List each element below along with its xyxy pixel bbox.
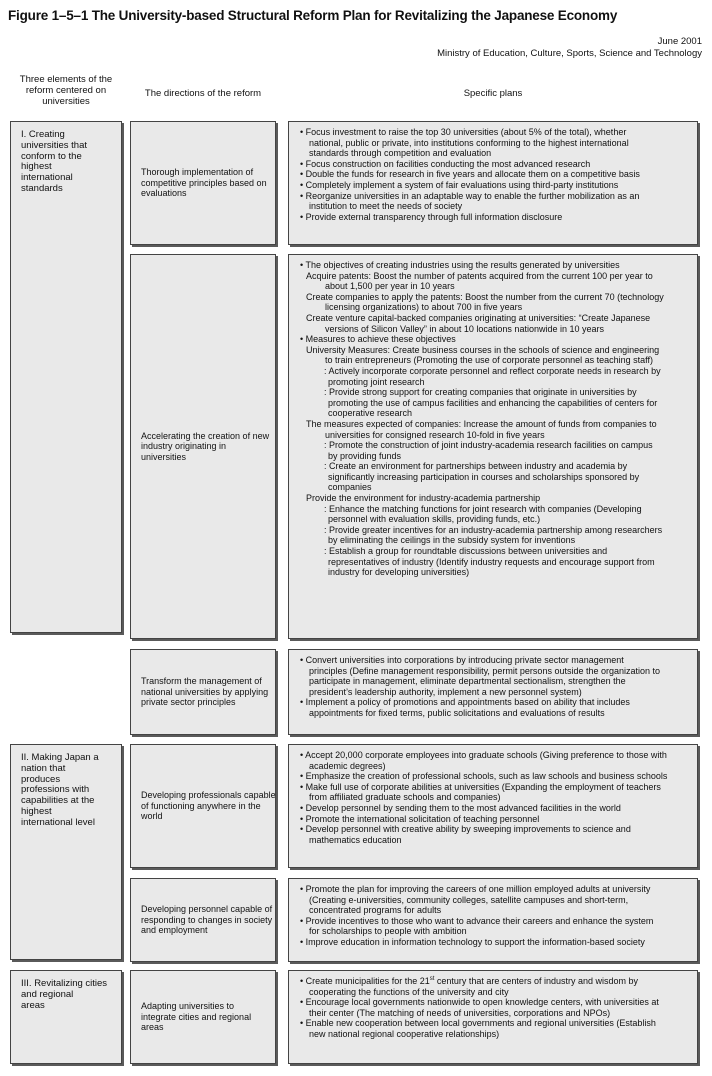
plan-bullet-item: • Improve education in information technology to support the information-based society — [300, 936, 645, 947]
figure-title: Figure 1–5–1 The University-based Structural Reform Plan for Revitalizing the Japanese Economy — [8, 8, 618, 23]
plan-superscript: st — [429, 976, 435, 982]
plan-text-line: : Provide strong support for creating companies that originate in universities by — [324, 387, 637, 398]
plan-text-line: : Enhance the matching functions for joint research with companies (Developing — [324, 503, 642, 514]
direction-text — [141, 904, 272, 936]
plan-bullet-item: • Convert universities into corporations by introducing private sector management — [300, 655, 624, 665]
plan-text-line: : Promote the construction of joint industry-academia research facilities on campus — [324, 440, 653, 451]
header-directions: The directions of the reform — [144, 88, 262, 99]
plan-bullet-item: • Promote the plan for improving the careers of one million employed adults at university — [300, 884, 651, 894]
plan-bullet-item: • Enable new cooperation between local governments and regional universities (Establish — [300, 1018, 656, 1029]
element-text-line: produces — [21, 773, 61, 785]
plan-text-line: The measures expected of companies: Increase the amount of funds from companies to — [306, 418, 657, 429]
direction-text-line: and employment — [141, 925, 208, 936]
plan-text-line: representatives of industry (Identify industry requests and encourage support from — [328, 556, 655, 567]
direction-text-line: areas — [141, 1022, 164, 1033]
plan-text-line: Create venture capital-backed companies originating at universities: “Create Japanese — [306, 312, 651, 323]
direction-text-line: national universities by applying — [141, 686, 269, 697]
header-plans: Specific plans — [463, 88, 523, 99]
direction-text-line: private sector principles — [141, 697, 236, 708]
direction-box-6 — [130, 970, 276, 1064]
direction-text-line: responding to changes in society — [141, 914, 273, 925]
plan-text-line: : Actively incorporate corporate personnel and reflect corporate needs in research by — [324, 365, 661, 376]
element-text-line: international level — [21, 816, 95, 828]
direction-box-5 — [130, 878, 276, 962]
plan-text-line: principles (Define management responsibility, permit persons outside the organization to — [309, 665, 661, 676]
direction-text — [141, 1001, 251, 1033]
plan-bullet-item — [297, 976, 691, 987]
direction-text — [141, 790, 276, 822]
direction-text-line: Thorough implementation of — [141, 167, 254, 178]
plan-bullet-item: • Develop personnel by sending them to the most advanced facilities in the world — [300, 802, 621, 813]
plan-text-line: to train entrepreneurs (Promoting the use of corporate personnel as teaching staff) — [325, 355, 654, 366]
plan-text-line: president’s leadership authority, implement a new personnel system) — [309, 686, 582, 697]
plan-text-line: new national regional cooperative relationships) — [309, 1028, 500, 1039]
plan-text-line: universities for consigned research 10-fold in five years — [325, 429, 545, 440]
plan-bullet-item: • Provide external transparency through full information disclosure — [300, 211, 563, 222]
element-text-line: universities that — [21, 139, 88, 151]
element-text-line: III. Revitalizing cities — [21, 978, 108, 989]
plan-bullet-item: • Focus construction on facilities conducting the most advanced research — [300, 158, 591, 169]
plan-bullet-item: • Accept 20,000 corporate employees into graduate schools (Giving preference to those with — [300, 750, 667, 760]
element-box-2 — [10, 744, 122, 960]
plan-text-line: from affiliated graduate schools and companies) — [309, 792, 501, 803]
plan-text-line: concentrated programs for adults — [309, 905, 442, 916]
direction-box-1 — [130, 121, 276, 245]
element-text-line: capabilities at the — [21, 795, 95, 807]
plan-text-line: by eliminating the ceilings in the subsidy system for inventions — [328, 535, 576, 546]
plan-text-line: : Create an environment for partnerships between industry and academia by — [324, 461, 628, 472]
plan-text-line: by providing funds — [328, 450, 402, 461]
direction-text-line: universities — [141, 451, 187, 462]
element-text-line: international — [21, 172, 73, 184]
plan-text-line: institution to meet the needs of society — [309, 201, 463, 212]
plan-box-1 — [288, 121, 698, 245]
element-text-line: standards — [21, 182, 63, 194]
header-elements-line: reform centered on — [25, 85, 107, 96]
plan-bullet-item: • Measures to achieve these objectives — [300, 334, 456, 345]
plan-text-line: companies — [328, 482, 372, 493]
element-text-line: I. Creating — [21, 129, 65, 140]
direction-text-line: evaluations — [141, 188, 187, 199]
plan-text-line: Create companies to apply the patents: Boost the number from the current 70 (technology — [306, 291, 664, 302]
plan-text-line: Provide the environment for industry-academia partnership — [306, 493, 541, 504]
direction-text — [141, 431, 269, 463]
direction-box-4 — [130, 744, 276, 868]
plan-text-line: personnel with evaluation skills, providing funds, etc.) — [328, 514, 541, 525]
header-elements-line: universities — [42, 96, 90, 107]
plan-text-line: cooperative research — [328, 408, 413, 419]
plan-bullet-item: • The objectives of creating industries using the results generated by universities — [300, 260, 620, 270]
direction-text-line: Accelerating the creation of new — [141, 430, 270, 441]
element-box-1 — [10, 121, 122, 633]
plan-text-line: licensing organizations) to about 700 in five years — [325, 302, 523, 313]
plan-bullet-item: • Provide incentives to those who want to advance their careers and enhance the system — [300, 915, 654, 926]
plan-text-line: Acquire patents: Boost the number of patents acquired from the current 100 per year to — [306, 270, 653, 281]
plan-text-line: national, public or private, into institutions conforming to the highest international — [309, 137, 629, 148]
plan-text-line: participate in management, eliminate departmental sectionalism, strengthen the — [309, 676, 626, 687]
plan-text-segment: century that are centers of industry and wisdom by — [434, 976, 638, 986]
direction-text-line: Developing professionals capable — [141, 790, 276, 801]
direction-box-2 — [130, 254, 276, 639]
direction-text-line: world — [141, 811, 163, 822]
plan-bullet-item: • Focus investment to raise the top 30 universities (about 5% of the total), whether — [300, 127, 627, 137]
direction-text — [141, 676, 268, 708]
plan-text-line: promoting the use of campus facilities and enhancing the capabilities of centers for — [328, 397, 658, 408]
plan-bullet-item: • Reorganize universities in an adaptable way to enable the further mobilization as an — [300, 190, 640, 201]
plan-text-line: versions of Silicon Valley” in about 10 locations nationwide in 10 years — [325, 323, 604, 334]
direction-text-line: Developing personnel capable of — [141, 904, 273, 915]
direction-text-line: Adapting universities to — [141, 1001, 235, 1012]
plan-text-line: cooperating the functions of the university and city — [309, 986, 509, 997]
element-text-line: professions with — [21, 784, 90, 796]
plan-text-line: mathematics education — [309, 834, 402, 845]
element-box-3 — [10, 970, 122, 1064]
plan-text-line: standards through competition and evaluation — [309, 148, 492, 159]
element-text-line: areas — [21, 999, 45, 1011]
plan-text-line: : Establish a group for roundtable discussions between universities and — [324, 546, 608, 557]
plan-bullet-item: • Emphasize the creation of professional schools, such as law schools and business schools — [300, 771, 668, 782]
figure-date: June 2001 — [657, 36, 702, 47]
element-text-line: and regional — [21, 988, 74, 1000]
plan-box-6 — [288, 970, 698, 1064]
plan-box-5 — [288, 878, 698, 962]
plan-bullet-item: • Make full use of corporate abilities at universities (Expanding the employment of teachers — [300, 781, 661, 792]
plan-text-line: academic degrees) — [309, 760, 386, 771]
plan-text-line: appointments for fixed terms, public solicitations and evaluations of results — [309, 707, 605, 718]
plan-text-segment: • Create municipalities for the 21 — [300, 976, 430, 986]
element-text-line: highest — [21, 161, 52, 173]
plan-box-2 — [288, 254, 698, 639]
element-text-line: highest — [21, 805, 52, 817]
plan-box-3 — [288, 649, 698, 735]
plan-bullet-item: • Promote the international solicitation of teaching personnel — [300, 813, 540, 824]
plan-bullet-item: • Implement a policy of promotions and appointments based on ability that includes — [300, 697, 630, 708]
direction-text — [141, 167, 267, 199]
plan-text-line: promoting joint research — [328, 376, 425, 387]
element-text-line: II. Making Japan a — [21, 752, 99, 763]
plan-box-4 — [288, 744, 698, 868]
plan-text-line: for scholarships to people with ambition — [309, 926, 467, 937]
direction-text-line: industry originating in — [141, 441, 227, 452]
header-elements — [10, 74, 122, 107]
direction-text-line: Transform the management of — [141, 676, 262, 687]
plan-text-line: significantly increasing participation in courses and scholarships sponsored by — [328, 471, 640, 482]
figure-ministry: Ministry of Education, Culture, Sports, Science and Technology — [437, 48, 702, 59]
plan-text-line: industry for developing universities) — [328, 567, 470, 578]
direction-text-line: of functioning anywhere in the — [141, 800, 261, 811]
figure-source — [437, 36, 702, 60]
plan-text-line: their center (The matching of needs of universities, corporations and NPOs) — [309, 1007, 611, 1018]
plan-text-line: University Measures: Create business courses in the schools of science and engineering — [306, 344, 660, 355]
header-elements-line: Three elements of the — [19, 74, 113, 85]
plan-bullet-item: • Completely implement a system of fair evaluations using third-party institutions — [300, 179, 619, 190]
plan-bullet-item: • Double the funds for research in five years and allocate them on a competitive basis — [300, 169, 640, 180]
element-text-line: conform to the — [21, 150, 82, 162]
plan-bullet-item: • Encourage local governments nationwide to open knowledge centers, with universities at — [300, 997, 659, 1008]
plan-bullet-item: • Develop personnel with creative ability by sweeping improvements to science and — [300, 824, 631, 835]
plan-text-line: (Creating e-universities, community colleges, satellite campuses and short-term, — [309, 894, 629, 905]
direction-text-line: competitive principles based on — [141, 177, 267, 188]
direction-box-3 — [130, 649, 276, 735]
plan-text-line: : Provide greater incentives for an industry-academia partnership among researchers — [324, 524, 663, 535]
plan-text-line: about 1,500 per year in 10 years — [325, 281, 455, 292]
direction-text-line: integrate cities and regional — [141, 1011, 252, 1022]
element-text-line: nation that — [21, 762, 66, 774]
